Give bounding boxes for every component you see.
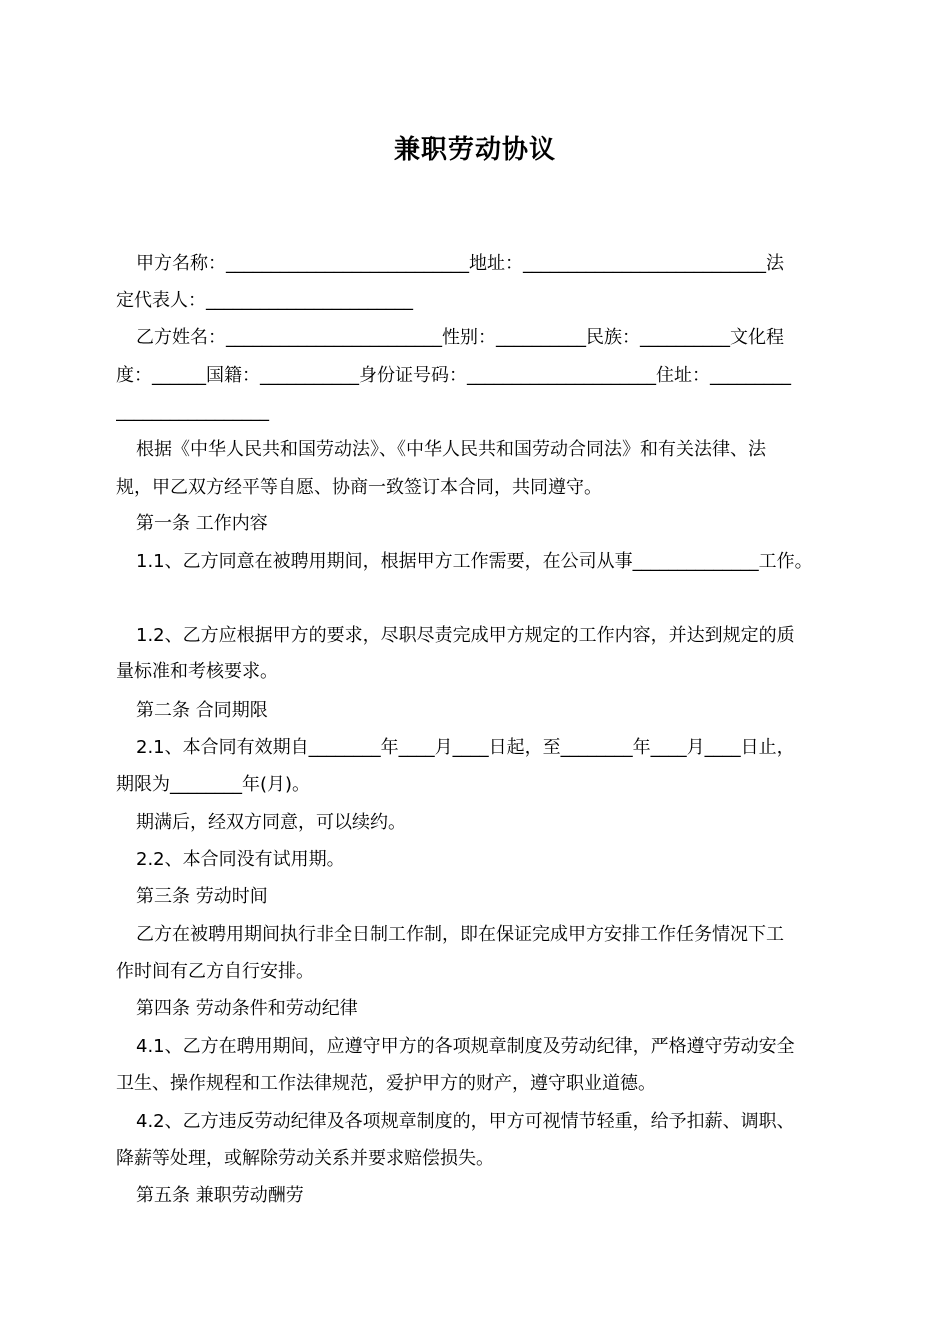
clause-2-1-line-2: 期限为________年(月)。: [116, 774, 311, 795]
party-a-line-2: 定代表人：_______________________: [116, 290, 413, 311]
clause-4-1-line-2: 卫生、操作规程和工作法律规范，爱护甲方的财产，遵守职业道德。: [116, 1073, 656, 1094]
article-5-heading: 第五条 兼职劳动酬劳: [136, 1185, 304, 1206]
clause-2-2: 2.2、本合同没有试用期。: [136, 849, 345, 870]
party-a-line-1: 甲方名称：___________________________地址：___________________________法: [136, 253, 784, 274]
article-1-heading: 第一条 工作内容: [136, 513, 268, 534]
clause-2-1-line-3: 期满后，经双方同意，可以续约。: [136, 812, 406, 833]
clause-1-1: 1.1、乙方同意在被聘用期间，根据甲方工作需要，在公司从事______________工作。: [136, 551, 813, 572]
clause-4-2-line-2: 降薪等处理，或解除劳动关系并要求赔偿损失。: [116, 1148, 494, 1169]
document-title: 兼职劳动协议: [393, 135, 556, 165]
clause-2-1-line-1: 2.1、本合同有效期自________年____月____日起，至________年____月____日止，: [136, 737, 795, 758]
preamble-line-2: 规，甲乙双方经平等自愿、协商一致签订本合同，共同遵守。: [116, 477, 602, 498]
article-4-heading: 第四条 劳动条件和劳动纪律: [136, 998, 358, 1019]
clause-1-2-line-2: 量标准和考核要求。: [116, 661, 278, 682]
party-b-line-3: _________________: [116, 401, 269, 422]
party-b-line-2: 度：______国籍：___________身份证号码：_____________________住址：_________: [116, 365, 791, 386]
article-3-body-line-2: 作时间有乙方自行安排。: [116, 961, 314, 982]
party-b-line-1: 乙方姓名：________________________性别：__________民族：__________文化程: [136, 327, 784, 348]
article-2-heading: 第二条 合同期限: [136, 700, 268, 721]
clause-4-2-line-1: 4.2、乙方违反劳动纪律及各项规章制度的，甲方可视情节轻重，给予扣薪、调职、: [136, 1111, 795, 1132]
clause-4-1-line-1: 4.1、乙方在聘用期间，应遵守甲方的各项规章制度及劳动纪律，严格遵守劳动安全: [136, 1036, 795, 1057]
article-3-heading: 第三条 劳动时间: [136, 886, 268, 907]
article-3-body-line-1: 乙方在被聘用期间执行非全日制工作制，即在保证完成甲方安排工作任务情况下工: [136, 924, 784, 945]
clause-1-2-line-1: 1.2、乙方应根据甲方的要求，尽职尽责完成甲方规定的工作内容，并达到规定的质: [136, 625, 795, 646]
preamble-line-1: 根据《中华人民共和国劳动法》、《中华人民共和国劳动合同法》和有关法律、法: [136, 439, 766, 460]
